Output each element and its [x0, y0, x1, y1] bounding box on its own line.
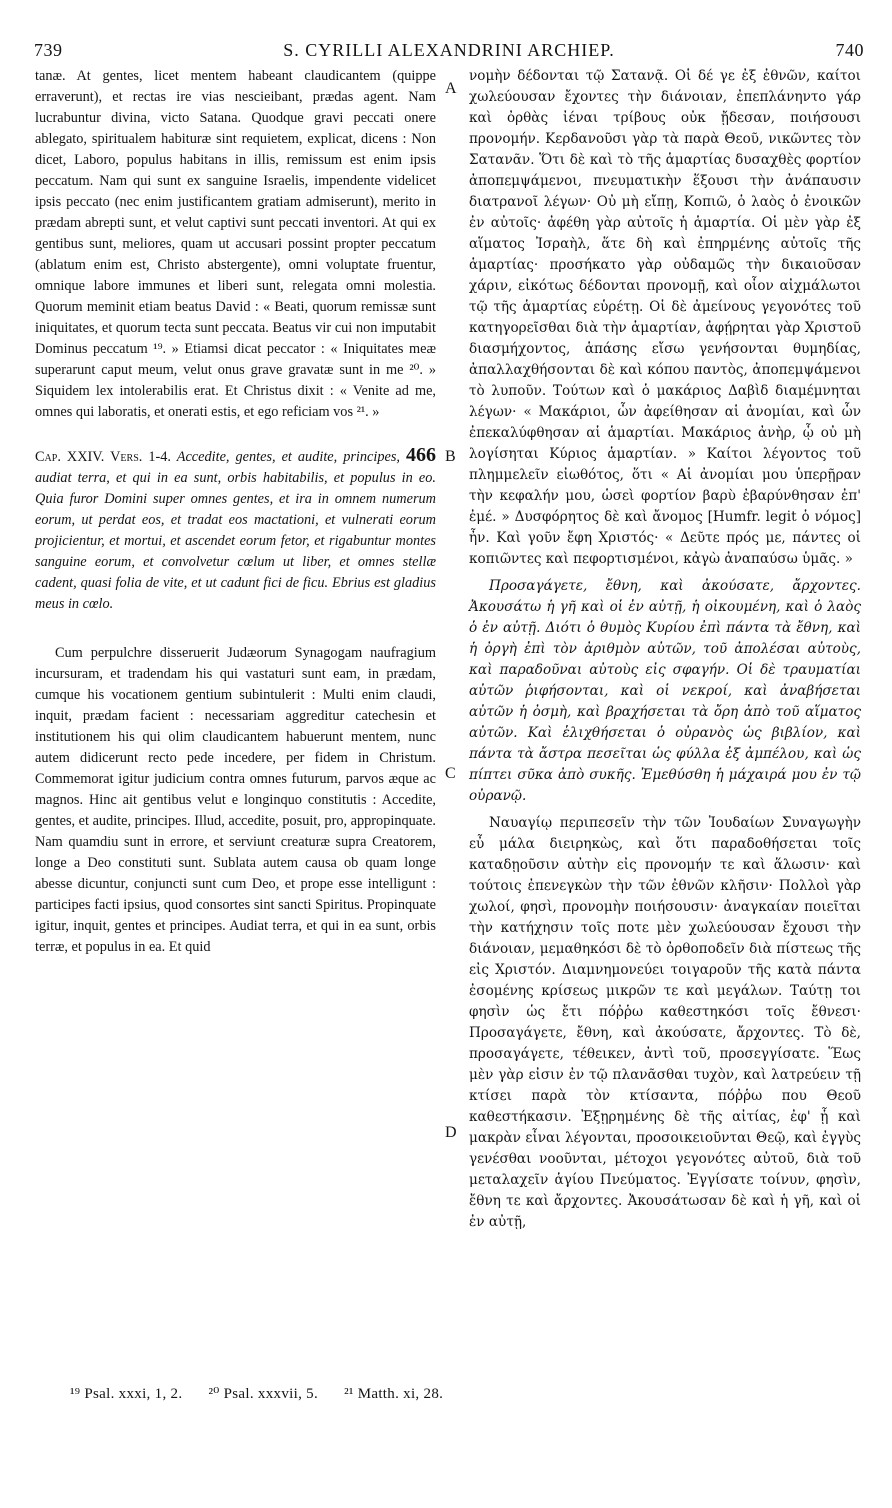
- latin-column: [35, 66, 436, 958]
- greek-paragraph-1: νομὴν δέδονται τῷ Σατανᾷ. Οἱ δέ γε ἐξ ἐθνῶν, καίτοι χωλεύουσαν ἔχοντες τὴν διάνοιαν, ἐπεπλάνηντο γάρ καὶ ὀρθὰς ἰέναι τρίβους οὐκ ᾔδεσαν, ποιήσουσι προνομήν. Κερδανοῦσι γὰρ τὰ παρὰ Θεοῦ, νικῶντες τὸν Σατανᾶν. Ὅτι δὲ καὶ τὸ τῆς ἁμαρτίας δυσαχθὲς φορτίον ἀποπεμψάμενοι, πνευματικὴν ἕξουσι τὴν ἀνάπαυσιν διατρανοῖ λέγων· Οὐ μὴ εἴπῃ, Κοπιῶ, ὁ λαὸς ὁ ἐνοικῶν ἐν αὐτοῖς· ἀφέθη γὰρ αὐτοῖς ἡ ἁμαρτία. Οἱ μὲν γὰρ ἐξ αἵματος Ἰσραὴλ, ἅτε δὴ καὶ ἐπηρμένης αὐτοῖς τῆς ἁμαρτίας· προσήκατο γὰρ οὐδαμῶς τὴν δικαιοῦσαν χάριν, εἰκότως δέδονται προνομῇ, καὶ οἷον αἰχμάλωτοι τῷ τῆς ἁμαρτίας εὑρέτῃ. Οἱ δὲ ἀμείνους γεγονότες τοῦ κατηγορεῖσθαι διὰ τὴν ἁμαρτίαν, ἀφῄρηται γὰρ Χριστοῦ διασμήχοντος, ἁπάσης εἴσω γενήσονται θυμηδίας, ἀπαλλαχθήσονται δὲ καὶ κόπου παντὸς, ἀποπεμψάμενοι τὸ λυποῦν. Τούτων καὶ ὁ μακάριος Δαβὶδ διαμέμνηται λέγων· « Μακάριοι, ὧν ἀφείθησαν αἱ ἀνομίαι, καὶ ὧν ἐπεκαλύφθησαν αἱ ἁμαρτίαι. Μακάριος ἀνὴρ, ᾧ οὐ μὴ λογίσηται Κύριος ἁμαρτίαν. » Καίτοι λέγοντος τοῦ πλημμελεῖν εἰωθότος, ὅτι « Αἱ ἀνομίαι μου ὑπερῇραν τὴν κεφαλήν μου, ὡσεὶ φορτίον βαρὺ ἐβαρύνθησαν ἐπ' ἐμέ. » Δυσφόρητος δὲ καὶ ἄνομος [Humfr. legit ὁ νόμος] ἦν. Καὶ γοῦν ἔφη Χριστός· « Δεῦτε πρός με, πάντες οἱ κοπιῶντες καὶ πεφορτισμένοι, κἀγὼ ἀναπαύσω ὑμᾶς. »: [469, 68, 861, 567]
- running-title: S. CYRILLI ALEXANDRINI ARCHIEP.: [283, 40, 615, 60]
- latin-paragraph-3: Cum perpulchre disseruerit Judæorum Synagogam naufragium incursuram, et tradendam his qui vastaturi sunt eam, in prædam, cumque his vocationem gentium subintulerit : Multi enim claudi, inquit, prædam facient : necessariam aggreditur catechesin et institutionem his qui olim claudicantem habuerunt mentem, nunc autem didicerunt recto pede incedere, per fidem in Christum. Commemorat igitur judicium contra omnes futurum, parvos æque ac magnos. Hinc ait gentibus velut e longinquo constitutis : Accedite, gentes, et audite, principes. Illud, accedite, posuit, pro, appropinquate. Nam quamdiu sunt in errore, et serviunt creaturæ supra Creatorem, longe a Deo constituti sunt. Sublata autem causa ob quam longe abesse dicuntur, conjuncti sunt cum Deo, et prope esse intelligunt : participes facti ipsius, quod consortes sint sancti Spiritus. Propinquate igitur, inquit, gentes et principes. Audiat terra, et qui in ea sunt, orbis terræ, et populus in ea. Et quid: [35, 645, 436, 955]
- margin-letter-a: A: [445, 80, 457, 97]
- greek-verse-block: Προσαγάγετε, ἔθνη, καὶ ἀκούσατε, ἄρχοντες. Ἀκουσάτω ἡ γῆ καὶ οἱ ἐν αὐτῇ, ἡ οἰκουμένη, καὶ ὁ λαὸς ὁ ἐν αὐτῇ. Διότι ὁ θυμὸς Κυρίου ἐπὶ πάντα τὰ ἔθνη, καὶ ἡ ὀργὴ ἐπὶ τὸν ἀριθμὸν αὐτῶν, τοῦ ἀπολέσαι αὐτοὺς, καὶ παραδοῦναι αὐτοὺς εἰς σφαγήν. Οἱ δὲ τραυματίαι αὐτῶν ῥιφήσονται, καὶ οἱ νεκροί, καὶ ἀναβήσεται αὐτῶν ἡ ὀσμὴ, καὶ βραχήσεται τὰ ὄρη ἀπὸ τοῦ αἵματος αὐτῶν. Καὶ ἑλιχθήσεται ὁ οὐρανὸς ὡς βιβλίον, καὶ πάντα τὰ ἄστρα πεσεῖται ὡς φύλλα ἐξ ἀμπέλου, καὶ ὡς πίπτει σῦκα ἀπὸ συκῆς. Ἐμεθύσθη ἡ μάχαιρά μου ἐν τῷ οὐρανῷ.: [469, 578, 861, 804]
- margin-letter-c: C: [445, 765, 456, 782]
- footnote-21: ²¹ Matth. xi, 28.: [344, 1386, 444, 1402]
- page-header: [34, 40, 864, 66]
- latin-paragraph-1: tanæ. At gentes, licet mentem habeant claudicantem (quippe erraverunt), et rectas ire vias nescieibant, prædas agent. Nam lucrabuntur divina, victo Satana. Quodque gravi peccati onere ablegato, spiritualem habituræ sint requietem, explicat, dicens : Non dicet, Laboro, populus habitans in illis, remissum est enim ipsis peccatum. Nam qui sunt ex sanguine Israelis, impendente videlicet ipsis peccato (nec enim justificantem gratiam admiserunt), merito in prædam abrepti sunt, et velut captivi sunt peccati inventori. At qui ex gentibus sunt, meliores, quam ut accusari possint propter peccatum (ablatum enim est, Christo abstergente), omni voluptate fruentur, omnique labore immunes et liberi sunt, relegata omni molestia. Quorum meminit etiam beatus David : « Beati, quorum remissæ sunt iniquitates, et quorum tecta sunt peccata. Beatus vir cui non imputabit Dominus peccatum ¹⁹. » Etiamsi dicat peccator : « Iniquitates meæ superarunt caput meum, velut onus grave gravatæ sunt in me ²⁰. » Siquidem lex intolerabilis erat. Et Christus dixit : « Venite ad me, omnes qui laboratis, et onerati estis, et ego reficiam vos ²¹. »: [35, 68, 436, 420]
- footnote-20: ²⁰ Psal. xxxvii, 5.: [208, 1386, 319, 1402]
- latin-chapter-verse: [35, 445, 436, 615]
- margin-letter-d: D: [445, 1124, 457, 1141]
- greek-paragraph-3: Ναυαγίῳ περιπεσεῖν τὴν τῶν Ἰουδαίων Συναγωγὴν εὖ μάλα διειρηκὼς, καὶ ὅτι παραδοθήσεται τοῖς καταδῃοῦσιν αὐτὴν εἰς προνομήν τε καὶ ἅλωσιν· καὶ τούτοις ἐπενεγκὼν τὴν τῶν ἐθνῶν κλῆσιν· Πολλοὶ γὰρ χωλοί, φησὶ, προνομὴν ποιήσουσιν· ἀναγκαίαν ποιεῖται τὴν κατήχησιν τοῖς ποτε μὲν χωλεύουσαν ἔχουσι τὴν διάνοιαν, μεμαθηκόσι δὲ τὸ ὀρθοποδεῖν διὰ πίστεως τῆς εἰς Χριστόν. Διαμνημονεύει τοιγαροῦν τῆς κατὰ πάντα ἐσομένης κρίσεως μικρῶν τε καὶ μεγάλων. Ταύτῃ τοι φησὶν ὡς ἔτι πόῤῥω καθεστηκόσι τοῖς ἔθνεσι· Προσαγάγετε, ἔθνη, καὶ ἀκούσατε, ἄρχοντες. Τὸ δὲ, προσαγάγετε, τέθεικεν, ἀντὶ τοῦ, προσεγγίσατε. Ἕως μὲν γὰρ εἰσιν ἐν τῷ πλανᾶσθαι τυχὸν, καὶ λατρεύειν τῇ κτίσει παρὰ τὸν κτίσαντα, πόῤῥω που Θεοῦ καθεστήκασιν. Ἐξῃρημένης δὲ τῆς αἰτίας, ἐφ' ᾗ καὶ μακρὰν εἶναι λέγονται, προσοικειοῦνται Θεῷ, καὶ ἐγγὺς γενέσθαι νοοῦνται, μέτοχοι γεγονότες αὐτοῦ, διὰ τοῦ μεταλαχεῖν ἁγίου Πνεύματος. Ἐγγίσατε τοίνυν, φησὶν, ἔθνη τε καὶ ἄρχοντες. Ἀκουσάτωσαν δὲ καὶ ἡ γῆ, καὶ οἱ ἐν αὐτῇ,: [469, 815, 861, 1230]
- page-number-right: 740: [835, 40, 864, 60]
- footnote-19: ¹⁹ Psal. xxxi, 1, 2.: [70, 1386, 183, 1402]
- greek-column: [469, 66, 861, 1233]
- page-number-left: 739: [34, 40, 63, 60]
- column-number-marker: 466: [406, 444, 436, 466]
- chapter-label: Cap. XXIV. Vers. 1-4.: [35, 449, 171, 465]
- verse-text-a: Accedite, gentes, et audite, principes,: [170, 449, 406, 465]
- footnotes: [70, 1384, 465, 1403]
- verse-text-b: audiat terra, et qui in ea sunt, orbis habitabilis, et populus in eo. Quia furor Domini super omnes gentes, et ira in omnem numerum eorum, ut perdat eos, et tradat eos mactationi, et vulnerati eorum projicientur, et mortui, et ascendet eorum fetor, et rigabuntur montes sanguine eorum, et convolvetur cœlum ut liber, et omnes stellæ cadent, quasi folia de vite, et ut cadunt fici de ficu. Ebrius est gladius meus in cœlo.: [35, 470, 436, 612]
- margin-letter-b: B: [445, 448, 456, 465]
